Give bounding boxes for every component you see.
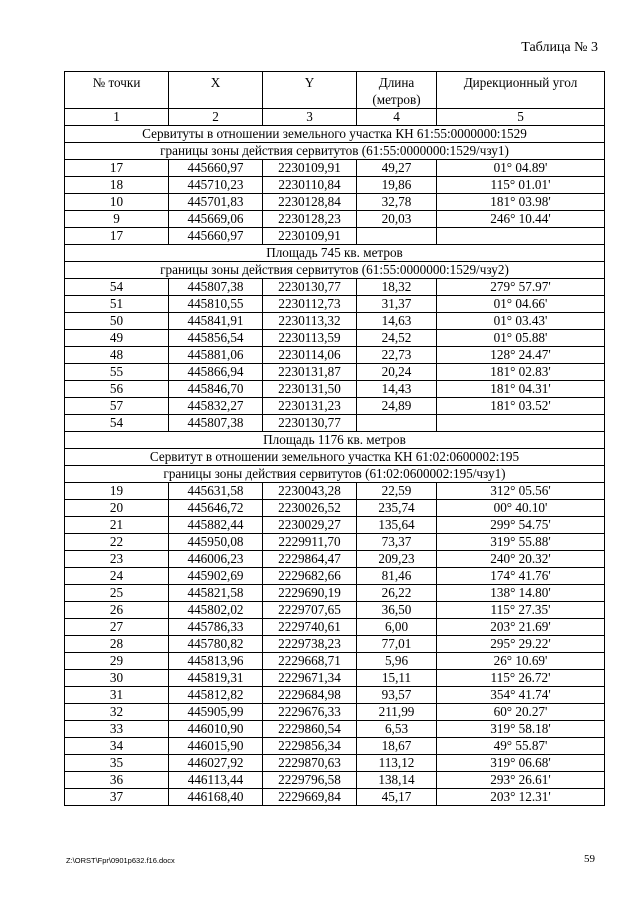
length-cell: 24,89 — [357, 398, 437, 415]
col-number: 5 — [437, 109, 605, 126]
y-cell: 2229856,34 — [263, 738, 357, 755]
x-cell: 445821,58 — [169, 585, 263, 602]
point-cell: 48 — [65, 347, 169, 364]
col-header-x: X — [169, 72, 263, 109]
point-cell: 33 — [65, 721, 169, 738]
section-title: границы зоны действия сервитутов (61:55:0000000:1529/чзу2) — [65, 262, 605, 279]
length-cell — [357, 415, 437, 432]
x-cell: 445950,08 — [169, 534, 263, 551]
table-row — [65, 704, 605, 721]
length-cell: 31,37 — [357, 296, 437, 313]
y-cell: 2229860,54 — [263, 721, 357, 738]
angle-cell: 246° 10.44' — [437, 211, 605, 228]
length-cell: 18,32 — [357, 279, 437, 296]
angle-cell: 181° 02.83' — [437, 364, 605, 381]
point-cell: 56 — [65, 381, 169, 398]
length-cell: 36,50 — [357, 602, 437, 619]
point-cell: 32 — [65, 704, 169, 721]
table-row — [65, 313, 605, 330]
length-cell — [357, 228, 437, 245]
angle-cell: 01° 05.88' — [437, 330, 605, 347]
y-cell: 2229668,71 — [263, 653, 357, 670]
table-row — [65, 228, 605, 245]
col-header-length: Длина (метров) — [357, 72, 437, 109]
table-body — [65, 126, 605, 806]
x-cell: 445810,55 — [169, 296, 263, 313]
point-cell: 28 — [65, 636, 169, 653]
x-cell: 445812,82 — [169, 687, 263, 704]
section-row — [65, 262, 605, 279]
length-cell: 20,24 — [357, 364, 437, 381]
point-cell: 20 — [65, 500, 169, 517]
point-cell: 35 — [65, 755, 169, 772]
table-row — [65, 483, 605, 500]
length-cell: 135,64 — [357, 517, 437, 534]
angle-cell: 319° 06.68' — [437, 755, 605, 772]
length-cell: 113,12 — [357, 755, 437, 772]
col-number: 4 — [357, 109, 437, 126]
angle-cell: 279° 57.97' — [437, 279, 605, 296]
x-cell: 445802,02 — [169, 602, 263, 619]
point-cell: 24 — [65, 568, 169, 585]
table-row — [65, 772, 605, 789]
y-cell: 2230130,77 — [263, 279, 357, 296]
y-cell: 2229911,70 — [263, 534, 357, 551]
table-row — [65, 398, 605, 415]
y-cell: 2229671,34 — [263, 670, 357, 687]
y-cell: 2229707,65 — [263, 602, 357, 619]
length-cell: 49,27 — [357, 160, 437, 177]
x-cell: 445881,06 — [169, 347, 263, 364]
table-row — [65, 534, 605, 551]
angle-cell: 181° 03.52' — [437, 398, 605, 415]
point-cell: 27 — [65, 619, 169, 636]
x-cell: 445902,69 — [169, 568, 263, 585]
col-header-y: Y — [263, 72, 357, 109]
y-cell: 2230113,59 — [263, 330, 357, 347]
x-cell: 445807,38 — [169, 415, 263, 432]
angle-cell: 01° 04.66' — [437, 296, 605, 313]
point-cell: 22 — [65, 534, 169, 551]
y-cell: 2229738,23 — [263, 636, 357, 653]
x-cell: 445807,38 — [169, 279, 263, 296]
x-cell: 445856,54 — [169, 330, 263, 347]
angle-cell: 293° 26.61' — [437, 772, 605, 789]
point-cell: 51 — [65, 296, 169, 313]
table-row — [65, 517, 605, 534]
angle-cell: 174° 41.76' — [437, 568, 605, 585]
section-title: Сервитут в отношении земельного участка КН 61:02:0600002:195 — [65, 449, 605, 466]
angle-cell: 319° 55.88' — [437, 534, 605, 551]
angle-cell: 49° 55.87' — [437, 738, 605, 755]
y-cell: 2230029,27 — [263, 517, 357, 534]
table-row — [65, 670, 605, 687]
point-cell: 57 — [65, 398, 169, 415]
y-cell: 2229870,63 — [263, 755, 357, 772]
x-cell: 445841,91 — [169, 313, 263, 330]
table-row — [65, 568, 605, 585]
angle-cell: 26° 10.69' — [437, 653, 605, 670]
point-cell: 23 — [65, 551, 169, 568]
y-cell: 2229682,66 — [263, 568, 357, 585]
point-cell: 54 — [65, 415, 169, 432]
x-cell: 445882,44 — [169, 517, 263, 534]
angle-cell: 115° 26.72' — [437, 670, 605, 687]
point-cell: 9 — [65, 211, 169, 228]
length-cell: 45,17 — [357, 789, 437, 806]
y-cell: 2230043,28 — [263, 483, 357, 500]
x-cell: 445819,31 — [169, 670, 263, 687]
length-cell: 24,52 — [357, 330, 437, 347]
table-row — [65, 364, 605, 381]
coordinates-table — [64, 71, 605, 806]
x-cell: 445832,27 — [169, 398, 263, 415]
angle-cell: 115° 01.01' — [437, 177, 605, 194]
y-cell: 2230110,84 — [263, 177, 357, 194]
table-row — [65, 347, 605, 364]
table-row — [65, 211, 605, 228]
y-cell: 2230114,06 — [263, 347, 357, 364]
x-cell: 446027,92 — [169, 755, 263, 772]
x-cell: 445669,06 — [169, 211, 263, 228]
x-cell: 445701,83 — [169, 194, 263, 211]
angle-cell: 115° 27.35' — [437, 602, 605, 619]
length-cell: 26,22 — [357, 585, 437, 602]
point-cell: 30 — [65, 670, 169, 687]
y-cell: 2230131,87 — [263, 364, 357, 381]
angle-cell: 138° 14.80' — [437, 585, 605, 602]
length-cell: 20,03 — [357, 211, 437, 228]
y-cell: 2229796,58 — [263, 772, 357, 789]
table-row — [65, 381, 605, 398]
length-cell: 32,78 — [357, 194, 437, 211]
section-title: границы зоны действия сервитутов (61:02:0600002:195/чзу1) — [65, 466, 605, 483]
section-row — [65, 126, 605, 143]
col-number: 3 — [263, 109, 357, 126]
angle-cell: 312° 05.56' — [437, 483, 605, 500]
y-cell: 2229669,84 — [263, 789, 357, 806]
angle-cell: 00° 40.10' — [437, 500, 605, 517]
section-title: Сервитуты в отношении земельного участка КН 61:55:0000000:1529 — [65, 126, 605, 143]
length-cell: 22,59 — [357, 483, 437, 500]
table-row — [65, 160, 605, 177]
length-cell: 211,99 — [357, 704, 437, 721]
x-cell: 446113,44 — [169, 772, 263, 789]
table-row — [65, 551, 605, 568]
col-header-angle: Дирекционный угол — [437, 72, 605, 109]
point-cell: 49 — [65, 330, 169, 347]
point-cell: 19 — [65, 483, 169, 500]
x-cell: 445866,94 — [169, 364, 263, 381]
length-cell: 5,96 — [357, 653, 437, 670]
x-cell: 445786,33 — [169, 619, 263, 636]
point-cell: 29 — [65, 653, 169, 670]
length-cell: 93,57 — [357, 687, 437, 704]
table-row — [65, 721, 605, 738]
point-cell: 55 — [65, 364, 169, 381]
table-row — [65, 687, 605, 704]
x-cell: 445846,70 — [169, 381, 263, 398]
length-cell: 14,43 — [357, 381, 437, 398]
table-row — [65, 755, 605, 772]
angle-cell: 01° 04.89' — [437, 160, 605, 177]
point-cell: 36 — [65, 772, 169, 789]
x-cell: 445631,58 — [169, 483, 263, 500]
angle-cell: 203° 12.31' — [437, 789, 605, 806]
length-cell: 22,73 — [357, 347, 437, 364]
angle-cell: 181° 04.31' — [437, 381, 605, 398]
angle-cell: 01° 03.43' — [437, 313, 605, 330]
angle-cell: 240° 20.32' — [437, 551, 605, 568]
table-row — [65, 789, 605, 806]
length-cell: 81,46 — [357, 568, 437, 585]
point-cell: 34 — [65, 738, 169, 755]
x-cell: 446010,90 — [169, 721, 263, 738]
point-cell: 25 — [65, 585, 169, 602]
x-cell: 445646,72 — [169, 500, 263, 517]
y-cell: 2229864,47 — [263, 551, 357, 568]
table-row — [65, 194, 605, 211]
table-row — [65, 330, 605, 347]
section-title: границы зоны действия сервитутов (61:55:0000000:1529/чзу1) — [65, 143, 605, 160]
y-cell: 2230113,32 — [263, 313, 357, 330]
section-title: Площадь 1176 кв. метров — [65, 432, 605, 449]
point-cell: 21 — [65, 517, 169, 534]
y-cell: 2229740,61 — [263, 619, 357, 636]
length-cell: 14,63 — [357, 313, 437, 330]
angle-cell — [437, 415, 605, 432]
column-number-row — [65, 109, 605, 126]
point-cell: 37 — [65, 789, 169, 806]
length-cell: 6,00 — [357, 619, 437, 636]
x-cell: 445710,23 — [169, 177, 263, 194]
table-row — [65, 279, 605, 296]
x-cell: 445905,99 — [169, 704, 263, 721]
length-cell: 209,23 — [357, 551, 437, 568]
x-cell: 445813,96 — [169, 653, 263, 670]
x-cell: 445780,82 — [169, 636, 263, 653]
point-cell: 18 — [65, 177, 169, 194]
angle-cell: 354° 41.74' — [437, 687, 605, 704]
table-row — [65, 738, 605, 755]
table-row — [65, 177, 605, 194]
header-row — [65, 72, 605, 109]
length-cell: 77,01 — [357, 636, 437, 653]
point-cell: 50 — [65, 313, 169, 330]
col-number: 2 — [169, 109, 263, 126]
footer-file-path: Z:\ORST\Fpr\0901p632.f16.docx — [66, 856, 175, 865]
point-cell: 31 — [65, 687, 169, 704]
angle-cell: 299° 54.75' — [437, 517, 605, 534]
angle-cell: 203° 21.69' — [437, 619, 605, 636]
length-cell: 6,53 — [357, 721, 437, 738]
point-cell: 54 — [65, 279, 169, 296]
y-cell: 2230131,23 — [263, 398, 357, 415]
y-cell: 2230026,52 — [263, 500, 357, 517]
angle-cell: 319° 58.18' — [437, 721, 605, 738]
section-row — [65, 245, 605, 262]
point-cell: 26 — [65, 602, 169, 619]
col-number: 1 — [65, 109, 169, 126]
length-cell: 73,37 — [357, 534, 437, 551]
point-cell: 17 — [65, 160, 169, 177]
length-cell: 15,11 — [357, 670, 437, 687]
point-cell: 17 — [65, 228, 169, 245]
x-cell: 446015,90 — [169, 738, 263, 755]
section-row — [65, 143, 605, 160]
y-cell: 2230112,73 — [263, 296, 357, 313]
length-cell: 18,67 — [357, 738, 437, 755]
section-row — [65, 432, 605, 449]
section-title: Площадь 745 кв. метров — [65, 245, 605, 262]
table-row — [65, 585, 605, 602]
table-caption: Таблица № 3 — [521, 40, 598, 55]
angle-cell: 295° 29.22' — [437, 636, 605, 653]
section-row — [65, 466, 605, 483]
x-cell: 446006,23 — [169, 551, 263, 568]
y-cell: 2230109,91 — [263, 160, 357, 177]
table-row — [65, 653, 605, 670]
x-cell: 445660,97 — [169, 160, 263, 177]
angle-cell: 128° 24.47' — [437, 347, 605, 364]
table-row — [65, 619, 605, 636]
length-cell: 138,14 — [357, 772, 437, 789]
y-cell: 2230128,23 — [263, 211, 357, 228]
angle-cell: 60° 20.27' — [437, 704, 605, 721]
y-cell: 2229676,33 — [263, 704, 357, 721]
y-cell: 2230131,50 — [263, 381, 357, 398]
angle-cell: 181° 03.98' — [437, 194, 605, 211]
table-row — [65, 636, 605, 653]
y-cell: 2230109,91 — [263, 228, 357, 245]
y-cell: 2229684,98 — [263, 687, 357, 704]
x-cell: 445660,97 — [169, 228, 263, 245]
x-cell: 446168,40 — [169, 789, 263, 806]
point-cell: 10 — [65, 194, 169, 211]
length-cell: 19,86 — [357, 177, 437, 194]
table-row — [65, 296, 605, 313]
y-cell: 2230128,84 — [263, 194, 357, 211]
section-row — [65, 449, 605, 466]
table-row — [65, 415, 605, 432]
page-number: 59 — [584, 853, 595, 865]
length-cell: 235,74 — [357, 500, 437, 517]
table-row — [65, 602, 605, 619]
table-row — [65, 500, 605, 517]
col-header-point: № точки — [65, 72, 169, 109]
y-cell: 2229690,19 — [263, 585, 357, 602]
angle-cell — [437, 228, 605, 245]
y-cell: 2230130,77 — [263, 415, 357, 432]
